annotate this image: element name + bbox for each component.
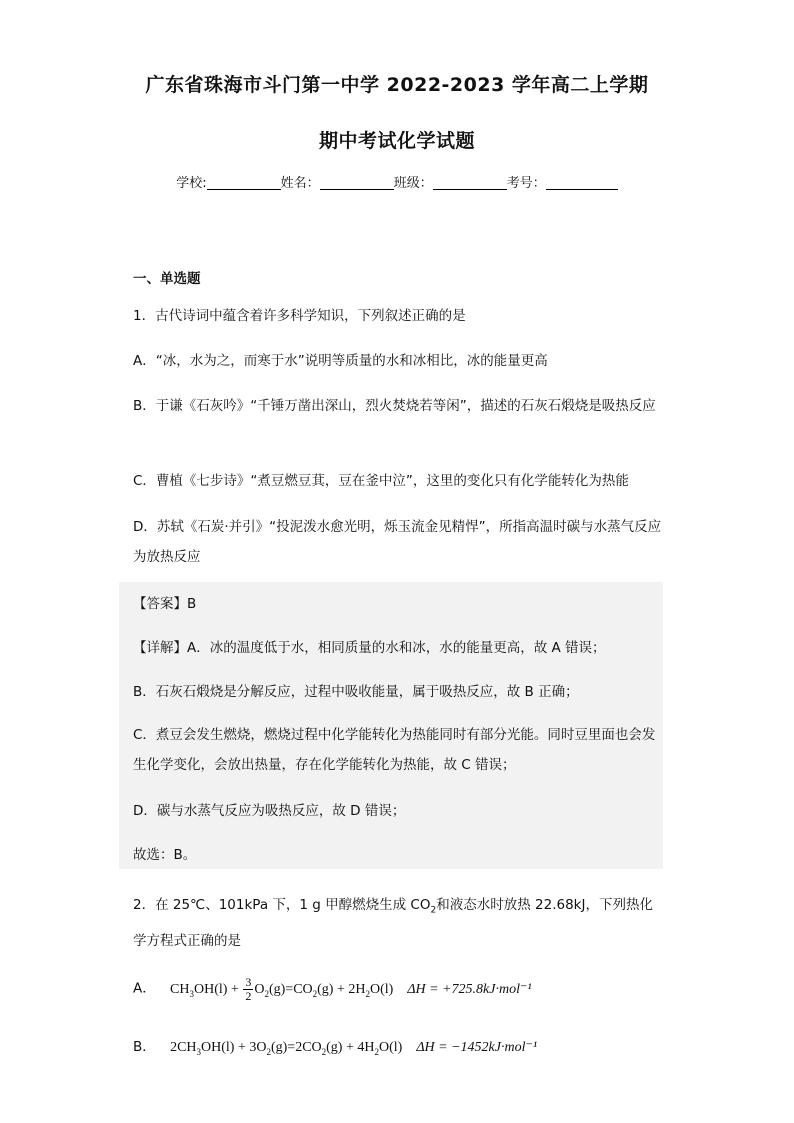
school-field[interactable] <box>207 175 281 190</box>
question1-stem: 1．古代诗词中蕴含着许多科学知识，下列叙述正确的是 <box>133 308 466 324</box>
school-label: 学校: <box>176 176 207 191</box>
question1-option-a: A．“冰，水为之，而寒于水”说明等质量的水和冰相比，冰的能量更高 <box>133 353 548 369</box>
question2-option-b <box>133 1035 663 1057</box>
question2-option-a-enthalpy: ΔH = +725.8kJ·mol⁻¹ <box>407 981 532 997</box>
question2-stem-part2: 和液态水时放热 22.68kJ，下列热化学方程式正确的是 <box>133 897 653 949</box>
student-info-row <box>0 172 794 191</box>
number-label: 考号： <box>506 176 546 191</box>
question2-option-b-label: B． <box>133 1039 156 1055</box>
question2-stem <box>133 890 663 956</box>
section-title: 一、单选题 <box>133 271 201 287</box>
question1-option-d: D．苏轼《石炭·并引》“投泥泼水愈光明，烁玉流金见精悍”，所指高温时碳与水蒸气反应为放热反应 <box>133 519 662 565</box>
question2-option-b-enthalpy: ΔH = −1452kJ·mol⁻¹ <box>416 1040 538 1055</box>
document-title-line2: 期中考试化学试题 <box>318 130 475 152</box>
answer1-answer: 【答案】B <box>133 596 197 612</box>
answer1-detail-a: 【详解】A．冰的温度低于水，相同质量的水和冰，水的能量更高，故 A 错误； <box>133 640 606 656</box>
answer1-detail-b: B．石灰石煅烧是分解反应，过程中吸收能量，属于吸热反应，故 B 正确； <box>133 684 579 700</box>
question2-stem-subscript: 2 <box>430 905 437 916</box>
number-field[interactable] <box>546 175 618 190</box>
name-label: 姓名： <box>280 176 320 191</box>
name-field[interactable] <box>320 175 394 190</box>
question2-option-b-equation: $2CH_3OH(l) + 3O_2(g)=2CO_2(g) + 4H_2O(l) \Delta H = -1452kJ\cdot mol^{-1}$ <box>170 1040 538 1057</box>
answer1-detail-c: C．煮豆会发生燃烧，燃烧过程中化学能转化为热能同时有部分光能。同时豆里面也会发生化学变化，会放出热量，存在化学能转化为热能，故 C 错误； <box>133 727 656 773</box>
class-field[interactable] <box>433 175 507 190</box>
answer1-detail-d: D．碳与水蒸气反应为吸热反应，故 D 错误； <box>133 803 406 819</box>
document-title-line1: 广东省珠海市斗门第一中学 2022-2023 学年高二上学期 <box>145 74 649 96</box>
question2-option-a-label: A． <box>133 980 156 997</box>
question1-option-c: C．曹植《七步诗》“煮豆燃豆萁，豆在釜中泣”，这里的变化只有化学能转化为热能 <box>133 473 629 489</box>
class-label: 班级： <box>393 176 433 191</box>
question2-option-a-equation: $CH_3OH(l)$ + $\frac{3}{2}$ $O_2(g)=CO_2(g) + 2H_2O(l) \Delta H = +725.8kJ\cdot mol^{-1}$ <box>170 975 532 1003</box>
answer1-conclusion: 故选：B。 <box>133 847 197 863</box>
question2-option-a <box>133 976 663 1003</box>
question2-stem-part1: 2．在 25℃、101kPa 下，1 g 甲醇燃烧生成 CO <box>133 897 431 913</box>
question1-option-b: B．于谦《石灰吟》“千锤万凿出深山，烈火焚烧若等闲”，描述的石灰石煅烧是吸热反应 <box>133 398 656 414</box>
